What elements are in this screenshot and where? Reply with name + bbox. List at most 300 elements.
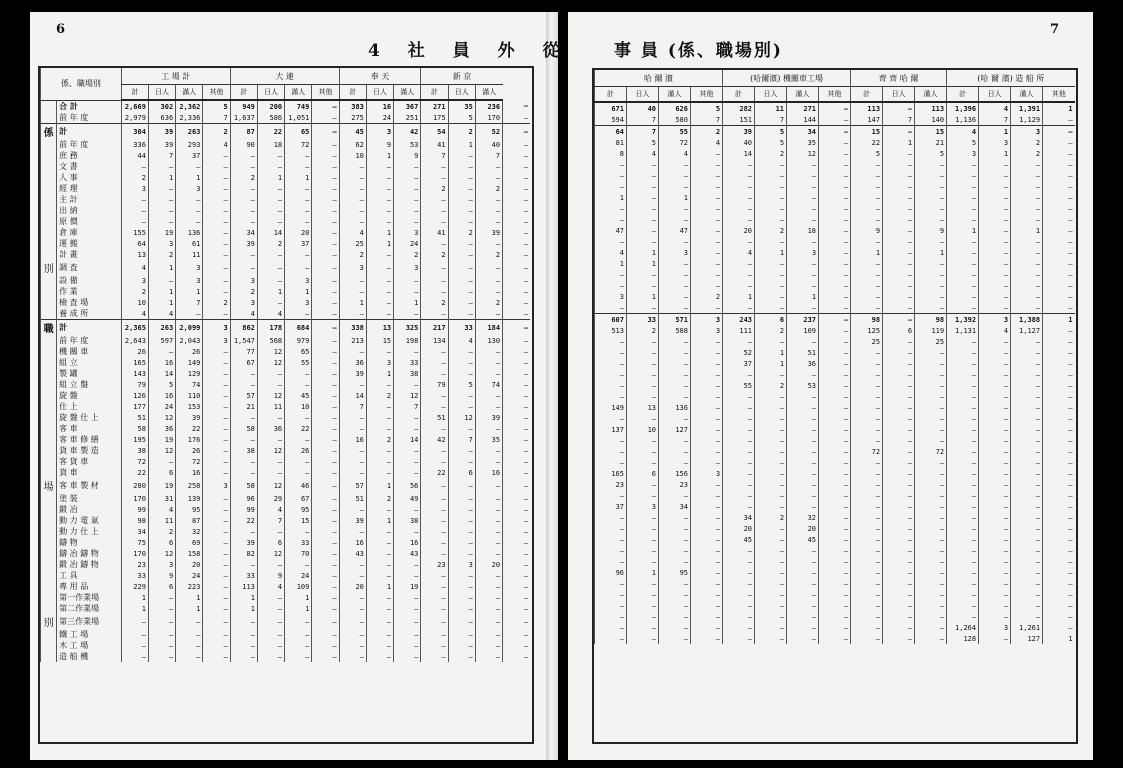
table-cell: — — [503, 401, 530, 412]
table-cell: — — [339, 172, 366, 183]
table-cell: — — [230, 434, 257, 445]
table-cell: — — [230, 412, 257, 423]
table-cell: 20 — [723, 523, 755, 534]
table-cell: 4 — [947, 126, 979, 138]
table-cell: 2 — [755, 512, 787, 523]
table-cell: — — [121, 194, 148, 205]
row-label: 客 車 修 繕 — [57, 434, 122, 445]
table-cell: — — [121, 640, 148, 651]
table-cell: — — [203, 275, 230, 286]
table-cell: — — [883, 402, 915, 413]
table-cell: 12 — [257, 548, 284, 559]
table-cell: 9 — [366, 139, 393, 150]
table-cell: — — [883, 578, 915, 589]
row-group-label: 場 — [41, 478, 57, 493]
table-cell: — — [366, 275, 393, 286]
table-cell: — — [883, 523, 915, 534]
table-cell: 2 — [691, 126, 723, 138]
table-cell: 1 — [148, 260, 175, 275]
table-cell: — — [979, 413, 1011, 424]
table-cell: 13 — [121, 249, 148, 260]
table-cell: — — [203, 515, 230, 526]
table-cell: — — [148, 205, 175, 216]
table-cell: 20 — [787, 523, 819, 534]
row-group-label — [41, 275, 57, 286]
table-cell: — — [851, 479, 883, 490]
table-cell: 87 — [176, 515, 203, 526]
table-row — [595, 137, 1075, 148]
table-cell: — — [787, 413, 819, 424]
table-cell: — — [627, 225, 659, 236]
table-cell: — — [691, 358, 723, 369]
table-cell: — — [947, 457, 979, 468]
table-cell: — — [448, 401, 475, 412]
table-cell: — — [819, 380, 851, 391]
table-cell: — — [915, 258, 947, 269]
table-cell: — — [627, 435, 659, 446]
table-cell: 3 — [448, 559, 475, 570]
table-cell: — — [448, 526, 475, 537]
table-cell: 51 — [339, 493, 366, 504]
table-cell: 9 — [915, 225, 947, 236]
table-cell: — — [947, 468, 979, 479]
table-cell: — — [203, 526, 230, 537]
table-cell: — — [659, 622, 691, 633]
table-cell: — — [883, 358, 915, 369]
table-cell: — — [176, 651, 203, 662]
table-cell: — — [595, 622, 627, 633]
table-cell: — — [257, 297, 284, 308]
table-cell: — — [659, 391, 691, 402]
table-cell: — — [312, 205, 339, 216]
row-group-label — [41, 651, 57, 662]
table-cell: — — [723, 622, 755, 633]
table-cell: — — [691, 225, 723, 236]
table-cell: 37 — [595, 501, 627, 512]
table-cell: — — [312, 537, 339, 548]
table-cell: 134 — [421, 335, 448, 346]
table-cell: — — [421, 238, 448, 249]
table-cell: — — [915, 402, 947, 413]
row-label: 主 計 — [57, 194, 122, 205]
table-cell: — — [979, 490, 1011, 501]
table-cell: — — [475, 493, 502, 504]
table-cell: 33 — [230, 570, 257, 581]
table-cell: — — [176, 640, 203, 651]
table-row — [41, 570, 531, 581]
table-cell: — — [979, 479, 1011, 490]
row-label: 養 成 所 — [57, 308, 122, 320]
row-group-label: 係 — [41, 124, 57, 140]
table-cell: — — [394, 467, 421, 478]
table-cell: — — [595, 457, 627, 468]
table-cell: 5 — [915, 148, 947, 159]
table-cell: — — [1011, 380, 1043, 391]
table-cell: — — [312, 504, 339, 515]
table-cell: — — [627, 622, 659, 633]
table-row — [595, 102, 1075, 114]
table-cell: — — [312, 238, 339, 249]
table-cell: — — [787, 280, 819, 291]
table-cell: — — [475, 592, 502, 603]
table-cell: — — [883, 490, 915, 501]
table-cell: 26 — [285, 445, 312, 456]
table-row — [41, 559, 531, 570]
table-cell: 1 — [121, 603, 148, 614]
table-cell: — — [503, 368, 530, 379]
row-label: 計 畫 — [57, 249, 122, 260]
table-cell: — — [148, 346, 175, 357]
table-cell: — — [448, 308, 475, 320]
table-row — [595, 247, 1075, 258]
table-cell: — — [421, 651, 448, 662]
table-cell: 1 — [787, 291, 819, 302]
table-cell: — — [203, 308, 230, 320]
table-cell: — — [312, 445, 339, 456]
row-group-label — [41, 559, 57, 570]
table-cell: 51 — [787, 347, 819, 358]
table-cell: — — [203, 150, 230, 161]
table-cell: 1 — [176, 286, 203, 297]
table-cell: — — [1011, 402, 1043, 413]
table-cell: — — [851, 391, 883, 402]
table-cell: — — [203, 570, 230, 581]
table-cell: — — [947, 192, 979, 203]
table-cell: 149 — [176, 357, 203, 368]
table-cell: — — [691, 236, 723, 247]
table-cell: — — [947, 413, 979, 424]
table-cell: — — [394, 640, 421, 651]
table-cell: — — [819, 358, 851, 369]
table-row — [595, 159, 1075, 170]
table-cell: 19 — [148, 478, 175, 493]
table-cell: — — [366, 504, 393, 515]
table-cell: — — [1011, 369, 1043, 380]
table-cell: — — [257, 161, 284, 172]
table-cell: — — [979, 435, 1011, 446]
table-cell: 22 — [421, 467, 448, 478]
table-cell: — — [627, 534, 659, 545]
table-cell: — — [627, 236, 659, 247]
table-cell: — — [394, 614, 421, 629]
table-cell: — — [421, 629, 448, 640]
table-cell: 29 — [257, 493, 284, 504]
table-cell: 87 — [230, 124, 257, 140]
table-cell: 57 — [230, 390, 257, 401]
table-cell: 127 — [1011, 633, 1043, 644]
table-cell: — — [883, 302, 915, 314]
table-cell: 1 — [285, 603, 312, 614]
table-cell: — — [339, 467, 366, 478]
table-cell: 1 — [285, 286, 312, 297]
table-cell: — — [448, 150, 475, 161]
table-cell: — — [203, 401, 230, 412]
table-cell: 1 — [1043, 102, 1075, 114]
table-cell: — — [1011, 192, 1043, 203]
table-cell: — — [851, 291, 883, 302]
table-cell: — — [421, 286, 448, 297]
table-cell: — — [1011, 457, 1043, 468]
table-cell: — — [915, 512, 947, 523]
table-cell: — — [819, 269, 851, 280]
right-page-number: 7 — [1050, 22, 1060, 37]
table-cell: — — [691, 611, 723, 622]
table-cell: — — [883, 170, 915, 181]
table-cell: — — [595, 269, 627, 280]
table-cell: 16 — [176, 467, 203, 478]
table-cell: — — [595, 589, 627, 600]
table-cell: 58 — [121, 423, 148, 434]
table-cell: — — [203, 379, 230, 390]
table-cell: — — [203, 456, 230, 467]
table-cell: — — [979, 611, 1011, 622]
table-cell: — — [285, 249, 312, 260]
table-cell: 67 — [285, 493, 312, 504]
table-cell: — — [312, 335, 339, 346]
table-cell: — — [230, 260, 257, 275]
table-cell: — — [851, 490, 883, 501]
table-cell: 69 — [176, 537, 203, 548]
table-cell: — — [947, 170, 979, 181]
table-cell: — — [312, 559, 339, 570]
table-cell: — — [627, 380, 659, 391]
table-cell: — — [851, 622, 883, 633]
table-cell: — — [723, 280, 755, 291]
table-cell: — — [1043, 446, 1075, 457]
right-sub-header: 滿人 — [659, 87, 691, 103]
table-cell: 72 — [285, 139, 312, 150]
table-row — [41, 205, 531, 216]
table-cell: — — [475, 614, 502, 629]
table-cell: — — [448, 423, 475, 434]
table-cell: — — [312, 216, 339, 227]
table-cell: — — [203, 390, 230, 401]
table-cell: — — [503, 308, 530, 320]
table-cell: 2,669 — [121, 100, 148, 112]
table-cell: — — [394, 161, 421, 172]
table-cell: — — [659, 336, 691, 347]
table-cell: — — [755, 589, 787, 600]
row-group-label — [41, 412, 57, 423]
table-cell: — — [339, 194, 366, 205]
row-label: 第二作業場 — [57, 603, 122, 614]
table-row — [41, 275, 531, 286]
table-row — [595, 114, 1075, 126]
table-cell: 5 — [691, 102, 723, 114]
table-cell: 282 — [723, 102, 755, 114]
table-cell: — — [1043, 148, 1075, 159]
table-cell: — — [819, 600, 851, 611]
table-cell: — — [230, 194, 257, 205]
table-cell: — — [659, 291, 691, 302]
table-cell: — — [979, 446, 1011, 457]
table-cell: — — [851, 214, 883, 225]
table-cell: 165 — [121, 357, 148, 368]
row-group-label — [41, 640, 57, 651]
table-cell: — — [203, 161, 230, 172]
left-sub-header: 日人 — [257, 85, 284, 101]
table-cell: — — [819, 192, 851, 203]
table-cell: — — [448, 614, 475, 629]
table-cell: — — [503, 581, 530, 592]
table-cell: — — [819, 336, 851, 347]
table-cell: 9 — [851, 225, 883, 236]
table-cell: 20 — [475, 559, 502, 570]
table-row — [41, 216, 531, 227]
table-cell: 16 — [148, 357, 175, 368]
table-row — [595, 236, 1075, 247]
table-cell: 39 — [723, 126, 755, 138]
table-row — [595, 457, 1075, 468]
table-cell: — — [723, 567, 755, 578]
table-cell: 19 — [148, 227, 175, 238]
row-group-label — [41, 445, 57, 456]
table-cell: 23 — [659, 479, 691, 490]
row-group-label — [41, 390, 57, 401]
table-cell: 22 — [121, 467, 148, 478]
table-cell: — — [979, 600, 1011, 611]
table-cell: — — [755, 402, 787, 413]
table-cell: — — [883, 214, 915, 225]
table-cell: — — [947, 545, 979, 556]
table-cell: — — [819, 413, 851, 424]
table-cell: 200 — [257, 100, 284, 112]
table-cell: 98 — [915, 314, 947, 326]
table-cell: — — [851, 170, 883, 181]
table-cell: — — [819, 291, 851, 302]
table-cell: 42 — [421, 434, 448, 445]
table-cell: — — [203, 194, 230, 205]
table-row — [595, 534, 1075, 545]
table-cell: — — [659, 214, 691, 225]
row-group-label — [41, 434, 57, 445]
table-cell: — — [883, 126, 915, 138]
table-cell: — — [394, 603, 421, 614]
table-cell: — — [503, 559, 530, 570]
table-cell: — — [1043, 159, 1075, 170]
table-cell: — — [691, 336, 723, 347]
row-group-label: 別 — [41, 260, 57, 275]
table-cell: 2,365 — [121, 320, 148, 336]
table-cell: — — [257, 368, 284, 379]
table-cell: 4 — [121, 308, 148, 320]
left-sub-header: 計 — [121, 85, 148, 101]
table-cell: — — [787, 622, 819, 633]
table-cell: — — [979, 523, 1011, 534]
table-cell: — — [312, 194, 339, 205]
table-cell: — — [659, 512, 691, 523]
table-cell: — — [312, 249, 339, 260]
table-cell: 40 — [723, 137, 755, 148]
row-group-label — [41, 346, 57, 357]
row-group-label — [41, 379, 57, 390]
table-cell: 15 — [851, 126, 883, 138]
table-cell: — — [1043, 291, 1075, 302]
table-cell: — — [503, 124, 530, 140]
table-cell: — — [755, 501, 787, 512]
table-cell: 1 — [595, 258, 627, 269]
table-cell: — — [595, 512, 627, 523]
table-cell: — — [787, 369, 819, 380]
table-cell: — — [851, 578, 883, 589]
right-group-header: 齊 齊 哈 爾 — [851, 70, 947, 87]
table-row — [41, 139, 531, 150]
table-cell: 1,136 — [947, 114, 979, 126]
table-cell: — — [595, 302, 627, 314]
table-cell: 2 — [627, 325, 659, 336]
table-cell: — — [366, 592, 393, 603]
table-cell: — — [421, 357, 448, 368]
table-cell: — — [312, 150, 339, 161]
table-cell: 7 — [979, 114, 1011, 126]
table-cell: — — [979, 336, 1011, 347]
table-row — [41, 423, 531, 434]
table-cell: 4 — [257, 581, 284, 592]
row-label: 客 車 製 材 — [57, 478, 122, 493]
table-cell: 2,362 — [176, 100, 203, 112]
table-cell: — — [1011, 545, 1043, 556]
table-row — [41, 379, 531, 390]
table-cell: 1 — [366, 150, 393, 161]
row-label: 製 罐 — [57, 368, 122, 379]
table-cell: — — [755, 302, 787, 314]
table-cell: — — [659, 523, 691, 534]
table-cell: — — [947, 347, 979, 358]
table-cell: — — [475, 651, 502, 662]
table-cell: — — [755, 578, 787, 589]
table-cell: 2 — [475, 249, 502, 260]
table-cell: — — [1043, 534, 1075, 545]
table-cell: — — [1043, 358, 1075, 369]
table-cell: — — [851, 468, 883, 479]
table-row — [595, 501, 1075, 512]
table-cell: — — [503, 216, 530, 227]
table-cell: — — [947, 203, 979, 214]
table-cell: — — [1011, 534, 1043, 545]
table-cell: — — [448, 275, 475, 286]
table-cell: — — [1043, 512, 1075, 523]
table-cell: — — [755, 203, 787, 214]
table-cell: — — [691, 181, 723, 192]
table-cell: — — [503, 286, 530, 297]
table-cell: — — [883, 314, 915, 326]
table-cell: — — [1043, 589, 1075, 600]
table-cell: — — [1011, 600, 1043, 611]
table-cell: — — [1011, 435, 1043, 446]
table-cell: — — [819, 633, 851, 644]
table-cell: — — [947, 578, 979, 589]
table-cell: — — [257, 379, 284, 390]
left-sub-header: 計 — [230, 85, 257, 101]
table-cell: — — [475, 275, 502, 286]
table-cell: 31 — [148, 493, 175, 504]
table-cell: — — [148, 216, 175, 227]
table-cell: 3 — [787, 247, 819, 258]
table-row — [595, 545, 1075, 556]
row-label: 仕 上 — [57, 401, 122, 412]
table-cell: — — [1011, 358, 1043, 369]
table-cell: — — [979, 501, 1011, 512]
table-cell: 1 — [176, 172, 203, 183]
table-cell: — — [627, 512, 659, 523]
table-cell: — — [448, 249, 475, 260]
table-cell: — — [595, 280, 627, 291]
row-label: 計 — [57, 320, 122, 336]
table-cell: — — [1011, 280, 1043, 291]
table-cell: — — [755, 369, 787, 380]
table-cell: 38 — [121, 445, 148, 456]
table-cell: 1 — [366, 238, 393, 249]
